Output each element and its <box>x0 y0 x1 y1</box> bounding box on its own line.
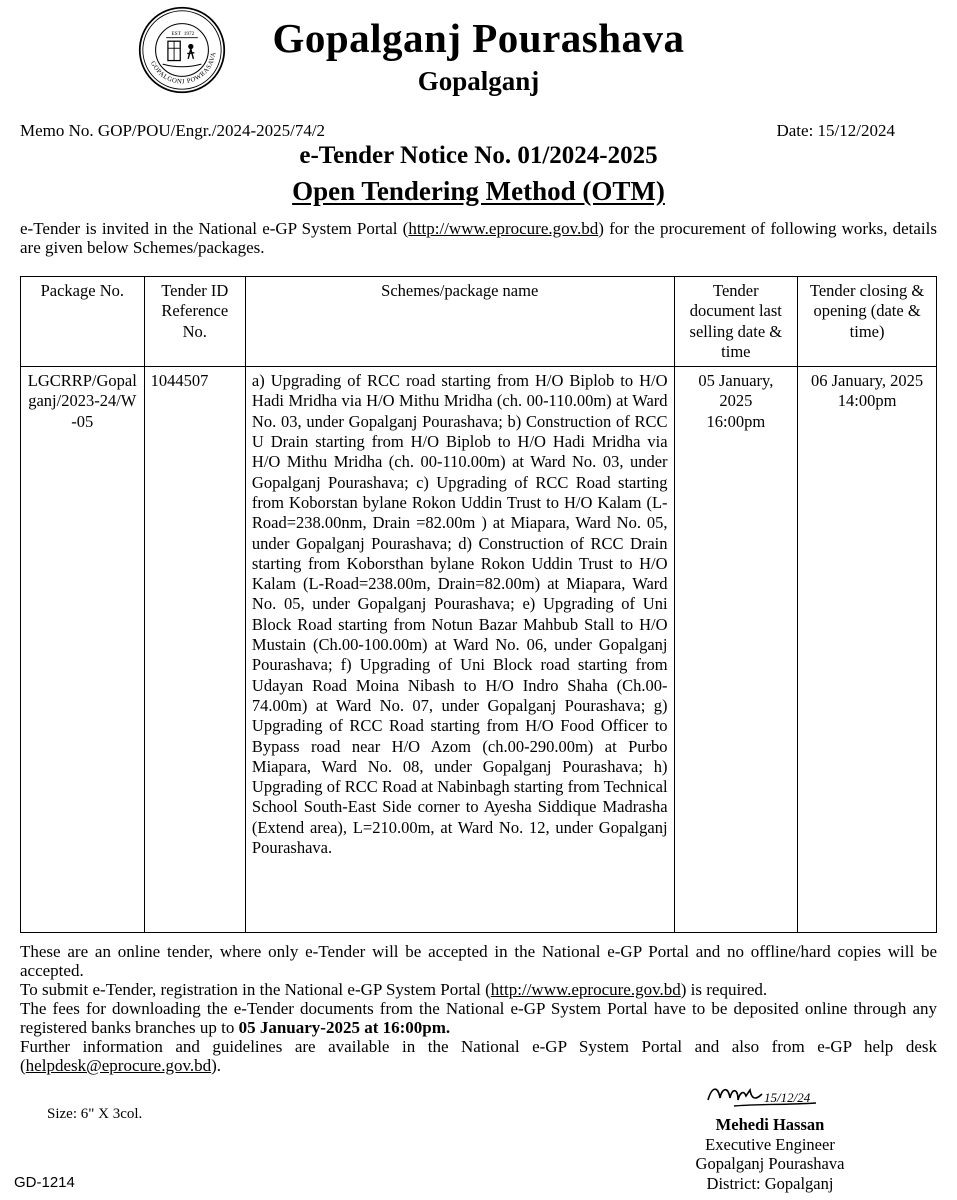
notice-number-title: e-Tender Notice No. 01/2024-2025 <box>299 142 658 169</box>
svg-text:EST: EST <box>171 31 181 38</box>
signatory-district: District: Gopalganj <box>706 1173 834 1193</box>
header-scheme-name: Schemes/package name <box>245 277 674 367</box>
signatory-block <box>640 1115 900 1193</box>
scheme-description-cell: a) Upgrading of RCC road starting from H/O Biplob to H/O Hadi Mridha via H/O Mithu Mridha (ch. 00-110.00m) at Ward No. 03, under Gopalganj Pourashava; b) Construction of RCC U Drain starting from H/O Biplob to H/O Hadi Mridha via H/O Mithu Mridha (ch. 00-110.00m) at Ward No. 03, under Gopalganj Pourashava; c) Upgrading of RCC Road starting from Koborstan bylane Rokon Uddin Trust to H/O Kalam (L-Road=238.00nm, Drain =82.00m ) at Miapara, Ward No. 05, under Gopalganj Pourashava; d) Construction of RCC Drain starting from Koborsthan bylane Rokon Uddin Trust to H/O Kalam (L-Road=238.00m, Drain=82.00m) at Miapara, Ward No. 05, under Gopalganj Pourashava; e) Upgrading of Uni Block Road starting from Notun Bazar Mahbub Stall to H/O Mustain (Ch.00-100.00m) at Ward No. 06, under Gopalganj Pourashava; f) Upgrading of Uni Block road starting from Udayan Road Moina Nibash to H/O Indro Shaha (Ch.00-74.00m) at Ward No. 07, under Gopalganj Pourashava; g) Upgrading of RCC Road starting from H/O Food Officer to Bypass road near H/O Azom (ch.00-290.00m) at Purbo Miapara, Ward No. 08, under Gopalganj Pourashava; h) Upgrading of RCC Road at Nabinbagh starting from Technical School South-East Side corner to Ayesha Siddique Madrasha (Extend area), L=210.00m, at Ward No. 12, under Gopalganj Pourashava. <box>245 367 674 933</box>
header-selling-date: Tender document last selling date & time <box>674 277 798 367</box>
header-tender-id: Tender ID Reference No. <box>144 277 245 367</box>
table-header-row <box>21 277 937 367</box>
note-registration: To submit e-Tender, registration in the National e-GP System Portal (http://www.eprocure.gov.bd) is required. <box>20 980 768 999</box>
ad-size: Size: 6" X 3col. <box>47 1106 143 1122</box>
selling-date-cell <box>674 367 798 933</box>
svg-text:GOPALGONJ POWRASAVA: GOPALGONJ POWRASAVA <box>149 51 218 86</box>
svg-text:1972: 1972 <box>183 31 195 38</box>
tender-id-cell: 1044507 <box>144 367 245 933</box>
selling-date: 05 January, 2025 <box>698 371 774 411</box>
registration-link[interactable]: http://www.eprocure.gov.bd <box>490 980 681 999</box>
organization-name: Gopalganj Pourashava <box>272 15 685 61</box>
signatory-name: Mehedi Hassan <box>715 1115 825 1134</box>
notice-date: Date: 15/12/2024 <box>776 121 895 140</box>
gd-number: GD-1214 <box>14 1174 75 1191</box>
header-closing-date: Tender closing & opening (date & time) <box>798 277 937 367</box>
tender-schedule-table <box>20 276 937 933</box>
note-fees: The fees for downloading the e-Tender documents from the National e-GP System Portal have to be deposited online through any registered banks branches up to 05 January-2025 at 16:00pm. <box>20 999 937 1037</box>
closing-date: 06 January, 2025 <box>811 371 924 391</box>
note-helpdesk: Further information and guidelines are available in the National e-GP System Portal and also from e-GP help desk (helpdesk@eprocure.gov.bd). <box>20 1037 937 1075</box>
svg-text:15/12/24: 15/12/24 <box>764 1090 811 1105</box>
note-online-only: These are an online tender, where only e-Tender will be accepted in the National e-GP Portal and no offline/hard copies will be accepted. <box>20 942 937 980</box>
header-package-no: Package No. <box>21 277 145 367</box>
signatory-office: Gopalganj Pourashava <box>695 1154 845 1173</box>
signatory-designation: Executive Engineer <box>705 1134 835 1154</box>
signature-icon <box>704 1078 824 1116</box>
closing-time: 14:00pm <box>837 391 897 411</box>
organization-city: Gopalganj <box>417 66 540 96</box>
eprocure-link[interactable]: http://www.eprocure.gov.bd <box>408 219 599 238</box>
intro-paragraph: e-Tender is invited in the National e-GP System Portal (http://www.eprocure.gov.bd) for the procurement of following works, details are given below Schemes/packages. <box>20 219 937 257</box>
closing-date-cell <box>798 367 937 933</box>
selling-time: 16:00pm <box>706 411 766 431</box>
tender-notes <box>20 942 937 1075</box>
table-row <box>21 367 937 933</box>
package-no-cell: LGCRRP/Gopalganj/2023-24/W-05 <box>21 367 145 933</box>
helpdesk-email-link[interactable]: helpdesk@eprocure.gov.bd <box>25 1056 212 1075</box>
tendering-method-title: Open Tendering Method (OTM) <box>292 176 665 206</box>
memo-number: Memo No. GOP/POU/Engr./2024-2025/74/2 <box>20 121 326 140</box>
